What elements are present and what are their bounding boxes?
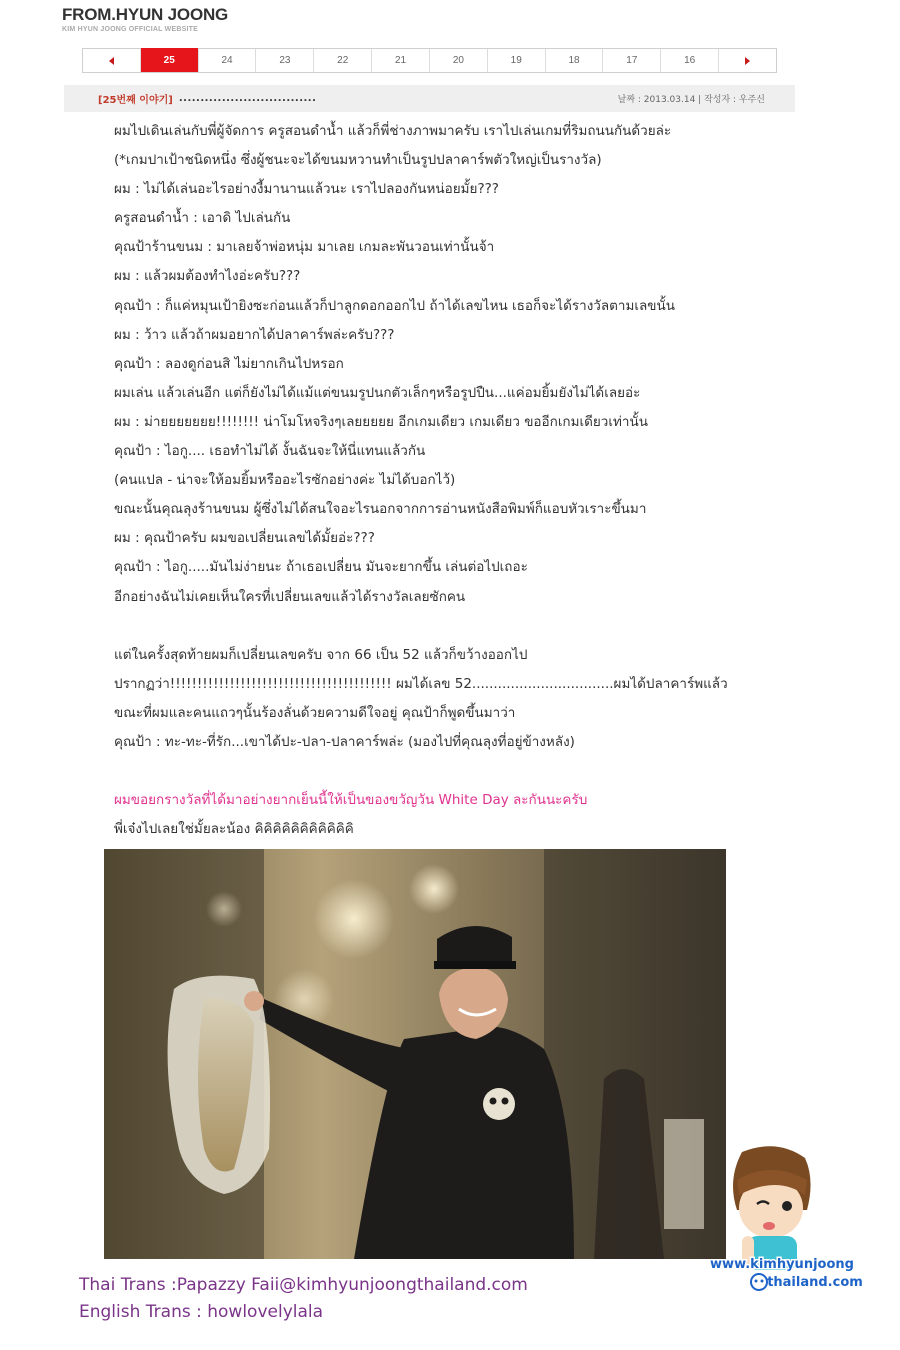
watermark-text-2: thailand.com [767,1275,863,1290]
body-line: (*เกมปาเป้าชนิดหนึ่ง ซึ่งผู้ชนะจะได้ขนมหวานทำเป็นรูปปลาคาร์พตัวใหญ่เป็นรางวัล) [114,152,602,169]
page-link-24[interactable]: 24 [199,49,257,72]
closing-line: พี่เจ๋งไปเลยใช่มั้ยละน้อง คิคิคิคิคิคิคิคิคิคิคิ [114,821,354,838]
next-page-button[interactable] [719,49,776,72]
body-line: คุณป้าร้านขนม : มาเลยจ้าพ่อหนุ่ม มาเลย เกมละพันวอนเท่านั้นจ้า [114,239,495,256]
blank-line [114,757,814,786]
post-header [64,85,795,112]
body-line: แต่ในครั้งสุดท้ายผมก็เปลี่ยนเลขครับ จาก 66 เป็น 52 แล้วก็ขว้างออกไป [114,646,528,663]
page-link-25[interactable]: 25 [141,48,199,72]
body-line: ผม : คุณป้าครับ ผมขอเปลี่ยนเลขได้มั้ยอ่ะ??? [114,530,375,547]
prev-page-button[interactable] [83,49,141,72]
body-line: ผม : แล้วผมต้องทำไงอ่ะครับ??? [114,268,301,285]
body-line: ผม : ไม่ได้เล่นอะไรอย่างงี้มานานแล้วนะ เราไปลองกันหน่อยมั้ย??? [114,181,499,198]
page-link-18[interactable]: 18 [546,49,604,72]
page-link-20[interactable]: 20 [430,49,488,72]
blank-line [114,612,814,641]
body-line: (คนแปล - น่าจะให้อมยิ้มหรืออะไรซักอย่างค่ะ ไม่ได้บอกไว้) [114,472,456,489]
body-line: คุณป้า : ทะ-ทะ-ที่รัก...เขาได้ปะ-ปลา-ปลาคาร์พล่ะ (มองไปที่คุณลุงที่อยู่ข้างหลัง) [114,733,575,750]
body-line: อีกอย่างฉันไม่เคยเห็นใครที่เปลี่ยนเลขแล้วได้รางวัลเลยซักคน [114,588,466,605]
pagination [82,48,777,73]
thai-translation-credit: Thai Trans :Papazzy Faii@kimhyunjoongthailand.com [79,1275,528,1295]
body-line: ผมไปเดินเล่นกับพี่ผู้จัดการ ครูสอนดำน้ำ แล้วก็พี่ช่างภาพมาครับ เราไปเล่นเกมที่ริมถนนกันด้วยล่ะ [114,123,672,139]
post-title: ................................ [178,93,317,104]
body-line: คุณป้า : ลองดูก่อนสิ ไม่ยากเกินไปหรอก [114,355,344,372]
watermark-text-1: www.kimhyunjoong [710,1257,854,1272]
watermark-logo [697,1140,867,1300]
site-subtitle: KIM HYUN JOONG OFFICIAL WEBSITE [62,26,198,33]
post-category: [25번째 이야기] [98,95,173,106]
body-line: ผมเล่น แล้วเล่นอีก แต่ก็ยังไม่ได้แม้แต่ขนมรูปนกตัวเล็กๆหรือรูปปืน...แค่อมยิ้มยังไม่ได้เลยอ่ะ [114,384,641,401]
arrow-right-icon [745,57,750,65]
page-link-16[interactable]: 16 [661,49,719,72]
site-header [62,5,228,33]
chibi-mascot-icon [697,1140,867,1300]
body-line: ครูสอนดำน้ำ : เอาดิ ไปเล่นกัน [114,210,291,227]
arrow-left-icon [109,57,114,65]
body-line: คุณป้า : ไอกู.... เธอทำไม่ได้ งั้นฉันจะให้นี่แทนแล้วกัน [114,443,426,460]
body-line: ผม : ม่ายยยยยยย!!!!!!!! น่าโมโหจริงๆเลยยยยย อีกเกมเดียว เกมเดียว ขออีกเกมเดียวเท่านั้น [114,413,648,430]
body-line: ขณะนั้นคุณลุงร้านขนม ผู้ซึ่งไม่ได้สนใจอะไรนอกจากการอ่านหนังสือพิมพ์ก็แอบหัวเราะขึ้นมา [114,501,647,518]
post-photo [104,849,726,1259]
translation-credits [79,1272,528,1326]
body-line: คุณป้า : ก็แค่หมุนเป้ายิงซะก่อนแล้วก็ปาลูกดอกออกไป ถ้าได้เลขไหน เธอก็จะได้รางวัลตามเลขนั้น [114,297,675,314]
body-line: ผม : ว้าว แล้วถ้าผมอยากได้ปลาคาร์พล่ะครับ??? [114,326,395,343]
photo-illustration [104,849,726,1259]
site-title[interactable]: FROM.HYUN JOONG [62,5,229,24]
page-link-19[interactable]: 19 [488,49,546,72]
page-link-22[interactable]: 22 [314,49,372,72]
post-body [114,117,814,844]
page-link-21[interactable]: 21 [372,49,430,72]
post-meta: 날짜 : 2013.03.14 | 작성자 : 우주신 [617,95,765,105]
page-link-23[interactable]: 23 [256,49,314,72]
white-day-message: ผมขอยกรางวัลที่ได้มาอย่างยากเย็นนี้ให้เป็นของขวัญวัน White Day ละกันนะครับ [114,792,588,809]
english-translation-credit: English Trans : howlovelylala [79,1302,324,1322]
page-link-17[interactable]: 17 [603,49,661,72]
body-line: คุณป้า : ไอกู.....มันไม่ง่ายนะ ถ้าเธอเปลี่ยน มันจะยากขึ้น เล่นต่อไปเถอะ [114,559,528,576]
body-line: ปรากฏว่า!!!!!!!!!!!!!!!!!!!!!!!!!!!!!!!!!!!!!!!!! ผมได้เลข 52.................................ผมได้ปลาคาร์พแล้ว [114,675,728,692]
body-line: ขณะที่ผมและคนแถวๆนั้นร้องลั่นด้วยความดีใจอยู่ คุณป้าก็พูดขึ้นมาว่า [114,704,516,721]
